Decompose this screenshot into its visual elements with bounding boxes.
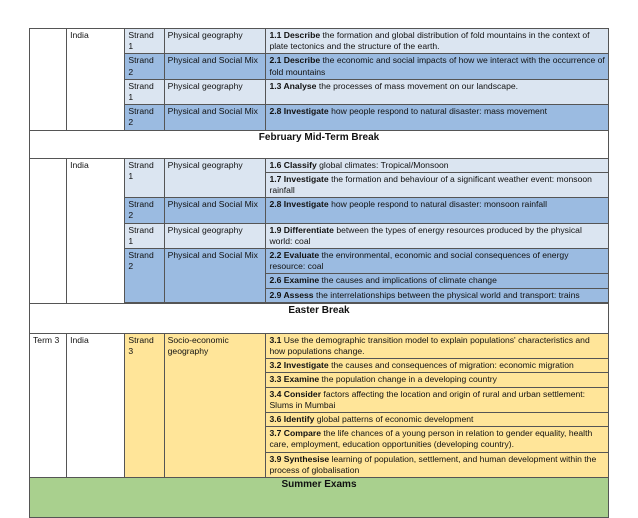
outcome-text: the environmental, economic and social consequences of energy resource: coal xyxy=(269,250,569,272)
country-cell: India xyxy=(67,158,125,303)
term-cell xyxy=(30,158,67,303)
outcome-cell xyxy=(266,79,609,104)
outcome-text: the interrelationships between the physical world and transport: trains xyxy=(313,289,580,300)
outcome-text: global patterns of economic development xyxy=(314,414,474,425)
area-cell: Socio-economic geography xyxy=(164,333,266,477)
outcome-code: 2.8 Investigate xyxy=(269,199,329,210)
strand-cell: Strand 1 xyxy=(125,158,164,198)
outcome-text: the causes and implications of climate change xyxy=(319,275,497,286)
outcome-text: learning of population, settlement, and human development within the process of globalisation xyxy=(269,453,597,475)
outcome-cell xyxy=(266,105,609,130)
outcome-text: the formation and global distribution of fold mountains in the context of plate tectonics and the structure of the earth. xyxy=(269,30,590,52)
table-row xyxy=(30,29,609,54)
outcome-cell xyxy=(266,249,609,274)
outcome-text: how people respond to natural disaster: mass movement xyxy=(328,106,547,117)
outcome-text: global climates: Tropical/Monsoon xyxy=(316,159,449,170)
break-row xyxy=(30,303,609,333)
strand-cell: Strand 1 xyxy=(125,29,164,54)
outcome-text: the formation and behaviour of a significant weather event: monsoon rainfall xyxy=(269,173,592,196)
outcome-code: 1.6 Classify xyxy=(269,159,317,170)
strand-cell: Strand 2 xyxy=(125,249,164,303)
strand-cell: Strand 3 xyxy=(125,333,164,477)
outcome-cell xyxy=(266,387,609,412)
outcome-code: 2.1 Describe xyxy=(269,55,321,66)
strand-cell: Strand 2 xyxy=(125,105,164,130)
area-cell: Physical and Social Mix xyxy=(164,198,266,223)
outcome-cell xyxy=(266,373,609,387)
area-cell: Physical geography xyxy=(164,79,266,104)
outcome-cell xyxy=(266,413,609,427)
outcome-cell xyxy=(266,359,609,373)
curriculum-table xyxy=(29,28,609,518)
outcome-text: the population change in a developing country xyxy=(319,374,497,385)
term-cell xyxy=(30,29,67,131)
term-cell: Term 3 xyxy=(30,333,67,477)
strand-cell: Strand 2 xyxy=(125,54,164,79)
outcome-cell xyxy=(266,172,609,197)
outcome-text: the processes of mass movement on our landscape. xyxy=(316,80,519,91)
break-row xyxy=(30,130,609,158)
outcome-cell xyxy=(266,288,609,302)
area-cell: Physical geography xyxy=(164,29,266,54)
outcome-code: 1.3 Analyse xyxy=(269,80,317,91)
outcome-text: Use the demographic transition model to explain populations' characteristics and how populations change. xyxy=(269,334,590,357)
strand-cell: Strand 2 xyxy=(125,198,164,223)
table-row xyxy=(30,158,609,172)
country-cell: India xyxy=(67,29,125,131)
strand-cell: Strand 1 xyxy=(125,79,164,104)
outcome-code: 3.7 Compare xyxy=(269,428,322,439)
table-row xyxy=(30,333,609,358)
outcome-text: between the types of energy resources produced by the physical world: coal xyxy=(269,224,582,246)
outcome-code: 1.1 Describe xyxy=(269,30,321,40)
outcome-text: how people respond to natural disaster: monsoon rainfall xyxy=(328,199,548,210)
outcome-code: 3.1 xyxy=(269,334,282,345)
outcome-code: 3.9 Synthesise xyxy=(269,453,330,464)
area-cell: Physical geography xyxy=(164,158,266,198)
summer-exams-label: Summer Exams xyxy=(30,478,609,518)
outcome-cell xyxy=(266,427,609,452)
area-cell: Physical and Social Mix xyxy=(164,249,266,303)
outcome-cell xyxy=(266,158,609,172)
break-row xyxy=(30,478,609,518)
outcome-code: 2.8 Investigate xyxy=(269,106,329,117)
easter-break-label: Easter Break xyxy=(30,303,609,333)
area-cell: Physical and Social Mix xyxy=(164,54,266,79)
area-cell: Physical geography xyxy=(164,223,266,248)
outcome-text: the life chances of a young person in relation to gender equality, health care, employment, education opportunities (developing country). xyxy=(269,428,593,450)
outcome-cell xyxy=(266,274,609,288)
outcome-code: 3.4 Consider xyxy=(269,388,322,399)
outcome-code: 2.9 Assess xyxy=(269,289,314,300)
outcome-cell xyxy=(266,452,609,477)
outcome-code: 3.2 Investigate xyxy=(269,360,329,371)
outcome-cell xyxy=(266,54,609,79)
outcome-code: 3.6 Identify xyxy=(269,414,315,425)
outcome-cell xyxy=(266,223,609,248)
outcome-code: 3.3 Examine xyxy=(269,374,320,385)
outcome-cell xyxy=(266,333,609,358)
outcome-code: 2.6 Examine xyxy=(269,275,320,286)
outcome-text: the causes and consequences of migration: economic migration xyxy=(328,360,574,371)
strand-cell: Strand 1 xyxy=(125,223,164,248)
outcome-cell xyxy=(266,198,609,223)
outcome-code: 1.9 Differentiate xyxy=(269,224,334,235)
country-cell: India xyxy=(67,333,125,477)
outcome-code: 1.7 Investigate xyxy=(269,173,329,184)
outcome-cell xyxy=(266,29,609,54)
area-cell: Physical and Social Mix xyxy=(164,105,266,130)
outcome-text: the economic and social impacts of how we interact with the occurrence of fold mountains xyxy=(269,55,605,77)
outcome-text: factors affecting the location and origin of rural and urban settlement: Slums in Mumbai xyxy=(269,388,586,410)
february-break-label: February Mid-Term Break xyxy=(30,130,609,158)
outcome-code: 2.2 Evaluate xyxy=(269,250,320,261)
